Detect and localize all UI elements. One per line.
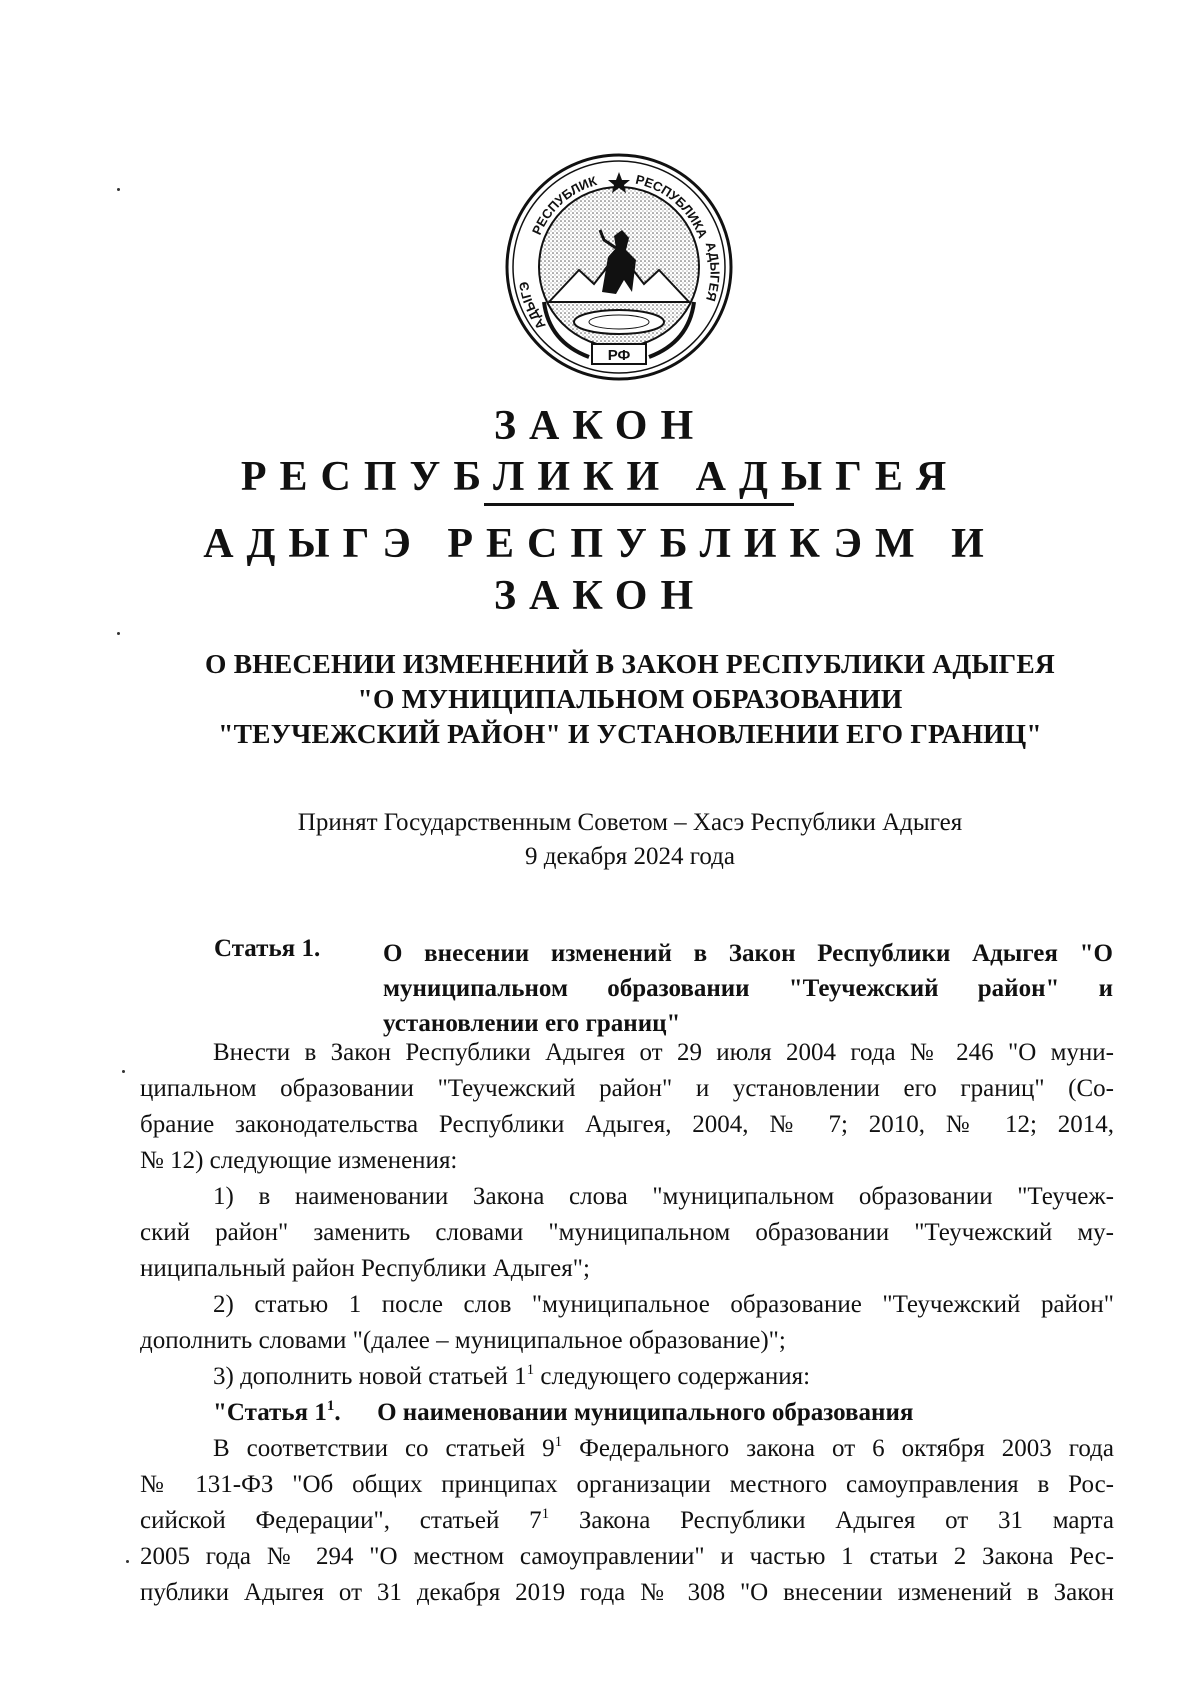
body-text: "Статья 1 — [213, 1399, 327, 1426]
adopted-date: 9 декабря 2024 года — [525, 843, 735, 870]
emblem-text-left: АДЫГЭ — [516, 280, 549, 333]
scan-speck — [117, 632, 120, 635]
body-line: № 131-ФЗ "Об общих принципах организации местного самоуправления в Рос- — [140, 1471, 1114, 1498]
scan-speck — [117, 188, 120, 191]
body-line — [213, 1436, 1114, 1461]
article-label: Статья 1. — [214, 935, 321, 962]
scan-speck — [126, 1560, 129, 1563]
superscript: 1 — [526, 1362, 535, 1378]
doc-title-line1: О ВНЕСЕНИИ ИЗМЕНЕНИЙ В ЗАКОН РЕСПУБЛИКИ АДЫГЕЯ — [205, 648, 1055, 679]
coat-of-arms-icon — [504, 152, 734, 382]
header-adyghe-republic: АДЫГЭ РЕСПУБЛИКЭМ И — [203, 521, 997, 567]
header-adyghe-zakon: ЗАКОН — [493, 573, 707, 619]
header-divider — [484, 503, 794, 506]
adopted-by: Принят Государственным Советом – Хасэ Республики Адыгея — [297, 809, 963, 836]
body-line: ниципальный район Республики Адыгея"; — [140, 1255, 590, 1282]
body-line: публики Адыгея от 31 декабря 2019 года № 308 "О внесении изменений в Закон — [140, 1579, 1114, 1606]
body-line — [140, 1508, 1114, 1533]
article-1-1-label — [213, 1399, 341, 1426]
body-line: 2005 года № 294 "О местном самоуправлении" и частью 1 статьи 2 Закона Рес- — [140, 1543, 1114, 1570]
article-title: О внесении изменений в Закон Республики Адыгея "О муниципальном образовании "Теучежский район" и установлении его границ" — [383, 940, 1113, 1037]
body-line: 1) в наименовании Закона слова "муниципальном образовании "Теучеж- — [213, 1183, 1114, 1210]
body-text: Закона Республики Адыгея от 31 марта — [549, 1507, 1114, 1534]
doc-title-line3: "ТЕУЧЕЖСКИЙ РАЙОН" И УСТАНОВЛЕНИИ ЕГО ГРАНИЦ" — [218, 718, 1042, 749]
svg-text:АДЫГЕЯ — [703, 240, 723, 303]
header-republic: РЕСПУБЛИКИ АДЫГЕЯ — [240, 454, 960, 500]
header-zakon: ЗАКОН — [493, 403, 707, 449]
body-text: . — [334, 1399, 341, 1426]
doc-title-line2: "О МУНИЦИПАЛЬНОМ ОБРАЗОВАНИИ — [357, 683, 903, 714]
body-text: сийской Федерации", статьей 7 — [140, 1507, 542, 1534]
emblem-text-top-right: РЕСПУБЛИКА — [634, 171, 711, 241]
body-line: № 12) следующие изменения: — [140, 1147, 458, 1174]
article-1-1-title: О наименовании муниципального образования — [377, 1399, 914, 1426]
article-1-1-heading — [213, 1400, 1114, 1425]
body-line — [213, 1364, 1114, 1389]
emblem-text-right: АДЫГЕЯ — [702, 239, 723, 304]
body-line: ский район" заменить словами "муниципальном образовании "Теучежский му- — [140, 1219, 1114, 1246]
body-text: 3) дополнить новой статьей 1 — [213, 1363, 527, 1390]
body-line: дополнить словами "(далее – муниципальное образование)"; — [140, 1327, 786, 1354]
body-line: 2) статью 1 после слов "муниципальное образование "Теучежский район" — [213, 1291, 1114, 1318]
body-text: следующего содержания: — [534, 1363, 811, 1390]
body-line: Внести в Закон Республики Адыгея от 29 июля 2004 года № 246 "О муни- — [213, 1039, 1114, 1066]
superscript: 1 — [326, 1398, 335, 1414]
superscript: 1 — [554, 1434, 563, 1450]
body-text: Федерального закона от 6 октября 2003 года — [562, 1435, 1115, 1462]
emblem-text-top-left: РЕСПУБЛИК — [528, 173, 599, 237]
body-line: ципальном образовании "Теучежский район" и установлении его границ" (Со- — [140, 1075, 1114, 1102]
body-line: брание законодательства Республики Адыгея, 2004, № 7; 2010, № 12; 2014, — [140, 1111, 1114, 1138]
emblem-text-bottom: РФ — [607, 347, 631, 364]
scan-speck — [122, 1070, 125, 1073]
body-text: В соответствии со статьей 9 — [213, 1435, 555, 1462]
superscript: 1 — [541, 1506, 550, 1522]
